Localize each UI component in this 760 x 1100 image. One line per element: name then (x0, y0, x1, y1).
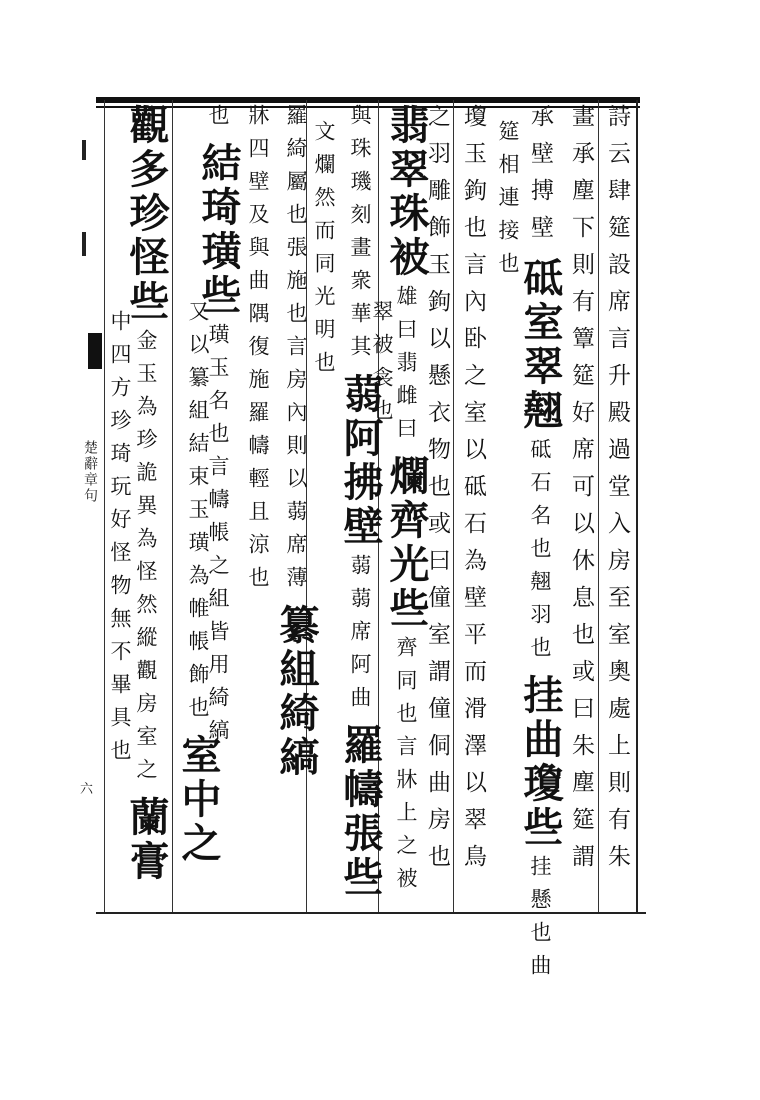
column-divider (104, 100, 105, 912)
text-column-4 (496, 120, 520, 920)
text-column-16 (108, 310, 132, 830)
text-column-1 (604, 104, 630, 904)
text-column-9 (338, 104, 382, 904)
annotation-text: 又以纂組結束玉璜為帷帳飾也 (186, 300, 210, 729)
annotation-text: 承壁搏壁 (527, 104, 553, 252)
verse-text: 蒻阿拂壁 (337, 373, 384, 550)
verse-text: 觀多珍怪些 (123, 104, 170, 324)
verse-text: 纂組綺縞 (273, 604, 320, 781)
annotation-text: 與珠璣刻畫衆華其 (348, 104, 372, 368)
annotation-text: 牀四壁及與曲隅復施羅幬輕且涼也 (246, 104, 270, 599)
annotation-text: 雄曰翡雌曰 (394, 285, 418, 451)
verse-text: 蘭膏 (123, 796, 170, 885)
text-column-2 (568, 104, 594, 904)
verse-text: 挂曲瓊些 (517, 674, 564, 851)
text-column-12 (246, 104, 270, 904)
annotation-text: 文爛然而同光明也 (312, 120, 336, 384)
annotation-text: 詩云肆筵設席言升殿過堂入房至室奧處上則有朱 (604, 104, 630, 881)
annotation-text: 瓊玉鉤也言內卧之室以砥石為壁平而滑澤以翠鳥 (460, 104, 486, 881)
annotation-text: 砥石名也翹羽也 (528, 438, 552, 670)
text-column-14 (176, 300, 220, 1100)
top-border (96, 97, 640, 103)
margin-fish-tail (88, 333, 102, 369)
column-divider (598, 100, 599, 912)
annotation-text: 翠被衾也 (370, 300, 394, 432)
verse-text: 翡翠珠被 (383, 104, 430, 280)
verse-text: 砥室翠翹 (517, 257, 564, 434)
annotation-text: 蒻蒻席阿曲 (348, 554, 372, 720)
edition-mark: 楚辭章句 (82, 440, 98, 504)
column-divider (172, 100, 173, 912)
annotation-text: 挂懸也曲 (528, 855, 552, 988)
folio-number: 六 (80, 782, 94, 797)
annotation-text: 畫承塵下則有簟筵好席可以休息也或曰朱塵筵謂 (568, 104, 594, 881)
annotation-text: 中四方珍琦玩好怪物無不畢具也 (108, 310, 132, 772)
right-border (636, 100, 638, 912)
margin-mark (82, 140, 86, 160)
text-column-11 (274, 104, 318, 904)
annotation-text: 璜玉名也言幬帳之組皆用綺縞 (206, 323, 230, 753)
annotation-text: 筵相連接也 (496, 120, 520, 285)
verse-text: 結琦璜些 (195, 142, 242, 319)
annotation-text: 齊同也言牀上之被 (394, 636, 418, 901)
column-divider (453, 100, 454, 912)
text-column-3 (517, 104, 564, 988)
verse-text: 室中之 (175, 734, 222, 867)
annotation-text: 也 (206, 104, 230, 137)
margin-mark (82, 232, 86, 256)
annotation-text: 之羽雕飾玉鉤以懸衣物也或曰僮室謂僮侗曲房也 (424, 104, 450, 881)
annotation-text: 金玉為珍詭異為怪然縱觀房室之 (134, 329, 158, 792)
text-column-5 (460, 104, 486, 904)
verse-text: 羅幬張些 (337, 724, 384, 901)
annotation-text: 羅綺屬也張施也言房內則以蒻席薄 (284, 104, 308, 599)
verse-text: 爛齊光些 (383, 455, 430, 632)
